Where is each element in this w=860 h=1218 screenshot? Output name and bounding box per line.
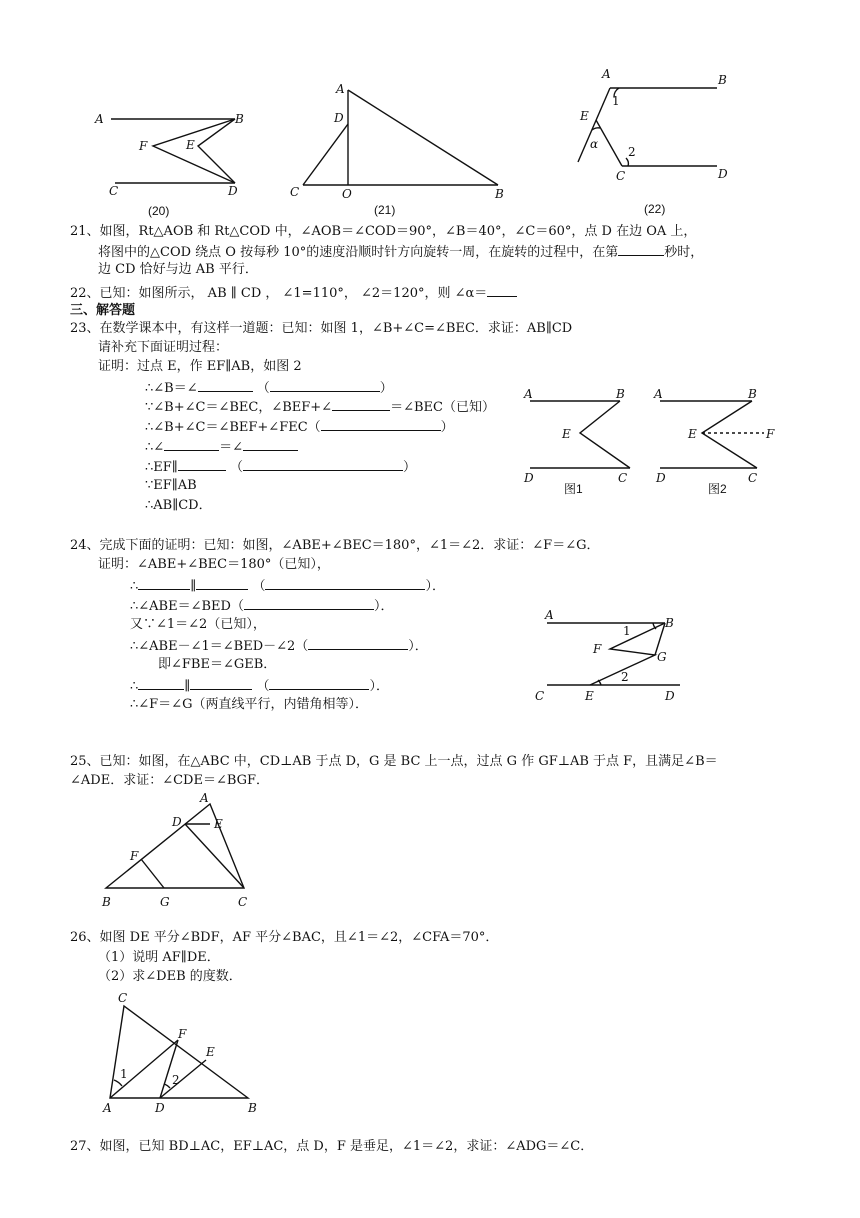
q23-blank-5[interactable] — [164, 437, 219, 451]
fig23a-label-e: E — [562, 427, 571, 441]
q23-line3: 证明：过点 E，作 EF∥AB，如图 2 — [98, 359, 302, 374]
q24-s6b: ∥ — [184, 679, 191, 694]
q24-line2: 证明：∠ABE+∠BEC＝180°（已知）， — [98, 557, 330, 572]
figure-24 — [535, 605, 695, 705]
fig24-label-f: F — [593, 642, 602, 656]
fig21-label-o: O — [342, 187, 352, 201]
q24-s1c: （ — [252, 579, 266, 594]
q24-blank-4[interactable] — [244, 596, 374, 610]
fig20-label-e: E — [186, 138, 195, 152]
figure-23-1 — [520, 386, 640, 496]
q25-line1: 25、已知：如图，在△ABC 中，CD⊥AB 于点 D，G 是 BC 上一点，过点 G 作 GF⊥AB 于点 F，且满足∠B＝ — [70, 754, 718, 769]
q24-blank-7[interactable] — [190, 676, 252, 690]
q24-s6d: ）． — [369, 679, 389, 694]
fig23a-label-a: A — [524, 387, 533, 401]
q22-text: 22、已知：如图所示， AB ∥ CD ， ∠1=110°， ∠2＝120°，则 ∠α＝ — [70, 286, 488, 301]
figure-22 — [572, 68, 752, 218]
q23-step6: ∵EF∥AB — [145, 478, 197, 493]
q24-s2a: ∴∠ABE＝∠BED（ — [130, 599, 244, 614]
q24-s4b: ）． — [408, 639, 428, 654]
fig23b-label-d: D — [656, 471, 666, 485]
fig25-label-g: G — [160, 895, 170, 909]
q24-blank-8[interactable] — [269, 676, 369, 690]
q23-blank-7[interactable] — [178, 457, 226, 471]
q23-s3b: ） — [440, 420, 454, 435]
q23-s2a: ∵∠B+∠C＝∠BEC，∠BEF+∠ — [145, 400, 333, 415]
fig24-label-e: E — [585, 689, 594, 703]
q23-line2: 请补充下面证明过程： — [98, 340, 229, 355]
fig22-caption: (22) — [644, 202, 666, 216]
fig20-label-d: D — [228, 184, 238, 198]
q23-s3a: ∴∠B+∠C＝∠BEF+∠FEC（ — [145, 420, 321, 435]
q21-line2 — [98, 242, 703, 261]
q23-blank-4[interactable] — [321, 417, 441, 431]
fig22-label-1: 1 — [612, 94, 620, 108]
fig23a-label-c: C — [618, 471, 628, 485]
q24-step7: ∴∠F＝∠G（两直线平行，内错角相等）． — [130, 697, 368, 712]
q23-blank-2[interactable] — [270, 378, 380, 392]
fig25-label-b: B — [102, 895, 111, 909]
q23-s1a: ∴∠B＝∠ — [145, 381, 198, 396]
fig23b-label-b: B — [748, 387, 757, 401]
fig23b-caption: 图2 — [708, 482, 727, 496]
q23-s2b: ＝∠BEC（已知） — [390, 400, 495, 415]
fig24-label-d: D — [665, 689, 675, 703]
q23-s1c: ） — [379, 381, 393, 396]
q24-s6a: ∴ — [130, 679, 139, 694]
fig22-label-b: B — [718, 73, 727, 87]
q24-blank-6[interactable] — [138, 676, 184, 690]
q22-answer-blank[interactable] — [487, 283, 517, 297]
q22-line — [70, 283, 517, 302]
fig23a-label-b: B — [616, 387, 625, 401]
figure-26 — [98, 988, 268, 1118]
fig22-label-e: E — [580, 109, 589, 123]
q21-line3: 边 CD 恰好与边 AB 平行． — [98, 262, 258, 277]
q26-line2: （1）说明 AF∥DE． — [98, 950, 220, 965]
q24-s1d: ）． — [425, 579, 445, 594]
q24-step4 — [130, 636, 428, 655]
fig21-caption: (21) — [374, 203, 396, 217]
fig26-label-b: B — [248, 1101, 257, 1115]
q23-blank-8[interactable] — [243, 457, 403, 471]
fig20-label-b: B — [235, 112, 244, 126]
q23-step7: ∴AB∥CD． — [145, 498, 212, 513]
fig22-label-2: 2 — [628, 145, 636, 159]
fig25-label-a: A — [200, 791, 209, 805]
fig20-label-f: F — [139, 139, 148, 153]
q23-blank-1[interactable] — [198, 378, 253, 392]
q25-line2: ∠ADE．求证：∠CDE＝∠BGF． — [70, 773, 270, 788]
fig21-label-b: B — [495, 187, 504, 201]
q24-step3: 又∵∠1＝∠2（已知）， — [130, 617, 266, 632]
q24-step2 — [130, 596, 393, 615]
q24-blank-5[interactable] — [308, 636, 408, 650]
fig24-label-2: 2 — [621, 670, 629, 684]
fig23a-label-d: D — [524, 471, 534, 485]
q24-s1a: ∴ — [130, 579, 139, 594]
fig22-label-d: D — [718, 167, 728, 181]
section-heading: 三、解答题 — [70, 303, 136, 318]
fig26-label-d: D — [155, 1101, 165, 1115]
fig21-label-a: A — [336, 82, 345, 96]
fig26-label-a: A — [103, 1101, 112, 1115]
q21-line2b: 秒时， — [664, 245, 704, 260]
fig25-label-e: E — [214, 817, 223, 831]
fig25-label-d: D — [172, 815, 182, 829]
q23-s4a: ∴∠ — [145, 440, 165, 455]
q23-step3 — [145, 417, 454, 436]
q24-step1 — [130, 576, 445, 595]
fig24-label-a: A — [545, 608, 554, 622]
q23-s4b: ＝∠ — [219, 440, 244, 455]
q24-blank-1[interactable] — [138, 576, 190, 590]
q23-blank-3[interactable] — [332, 397, 390, 411]
fig22-label-alpha: α — [590, 137, 599, 151]
q23-s5a: ∴EF∥ — [145, 460, 178, 475]
fig24-label-c: C — [535, 689, 545, 703]
q23-step1 — [145, 378, 393, 397]
q24-s4a: ∴∠ABE－∠1＝∠BED－∠2（ — [130, 639, 309, 654]
figure-23-2 — [652, 386, 782, 496]
q23-s1b: （ — [256, 381, 270, 396]
q24-s6c: （ — [256, 679, 270, 694]
q24-step5: 即∠FBE＝∠GEB． — [158, 657, 277, 672]
fig24-label-b: B — [665, 616, 674, 630]
q23-step4 — [145, 437, 298, 456]
fig26-label-e: E — [206, 1045, 215, 1059]
q24-blank-2[interactable] — [196, 576, 248, 590]
fig20-label-c: C — [109, 184, 119, 198]
fig25-label-f: F — [130, 849, 139, 863]
figure-25 — [98, 788, 258, 913]
fig24-label-1: 1 — [623, 624, 631, 638]
fig20-label-a: A — [95, 112, 104, 126]
q21-answer-blank[interactable] — [618, 242, 664, 256]
q23-step2 — [145, 397, 495, 416]
q24-s2b: ）． — [373, 599, 394, 614]
q24-step6 — [130, 676, 389, 695]
q24-line1: 24、完成下面的证明：已知：如图，∠ABE+∠BEC＝180°，∠1＝∠2．求证：∠F＝∠G． — [70, 538, 600, 553]
q23-step5 — [145, 457, 416, 476]
fig20-caption: (20) — [148, 204, 170, 218]
q23-line1: 23、在数学课本中，有这样一道题：已知：如图 1，∠B+∠C=∠BEC．求证：AB∥CD — [70, 321, 573, 336]
fig26-label-1: 1 — [120, 1067, 128, 1081]
q23-blank-6[interactable] — [243, 437, 298, 451]
fig26-label-f: F — [178, 1027, 187, 1041]
fig23b-label-a: A — [654, 387, 663, 401]
fig22-label-c: C — [616, 169, 626, 183]
fig26-label-2: 2 — [172, 1073, 180, 1087]
q26-line1: 26、如图 DE 平分∠BDF，AF 平分∠BAC，且∠1＝∠2，∠CFA＝70°． — [70, 930, 499, 945]
fig24-label-g: G — [657, 650, 667, 664]
fig21-label-c: C — [290, 185, 300, 199]
q23-s5c: ） — [402, 460, 416, 475]
fig22-label-a: A — [602, 67, 611, 81]
figure-21 — [288, 80, 518, 220]
q21-line2a: 将图中的△COD 绕点 O 按每秒 10°的速度沿顺时针方向旋转一周，在旋转的过程中，在第 — [98, 245, 619, 260]
q27-line: 27、如图，已知 BD⊥AC，EF⊥AC，点 D，F 是垂足，∠1＝∠2，求证：∠ADG＝∠C． — [70, 1139, 594, 1154]
figure-20 — [95, 105, 265, 225]
fig21-label-d: D — [334, 111, 344, 125]
fig23b-label-c: C — [748, 471, 758, 485]
fig23b-label-e: E — [688, 427, 697, 441]
q21-line1: 21、如图，Rt△AOB 和 Rt△COD 中，∠AOB＝∠COD＝90°，∠B＝40°，∠C＝60°，点 D 在边 OA 上， — [70, 224, 697, 239]
q24-s1b: ∥ — [190, 579, 197, 594]
q23-s5b: （ — [229, 460, 243, 475]
fig23b-label-f: F — [766, 427, 775, 441]
fig26-label-c: C — [118, 991, 128, 1005]
fig25-label-c: C — [238, 895, 248, 909]
q24-blank-3[interactable] — [265, 576, 425, 590]
q26-line3: （2）求∠DEB 的度数． — [98, 969, 242, 984]
fig23a-caption: 图1 — [564, 482, 583, 496]
